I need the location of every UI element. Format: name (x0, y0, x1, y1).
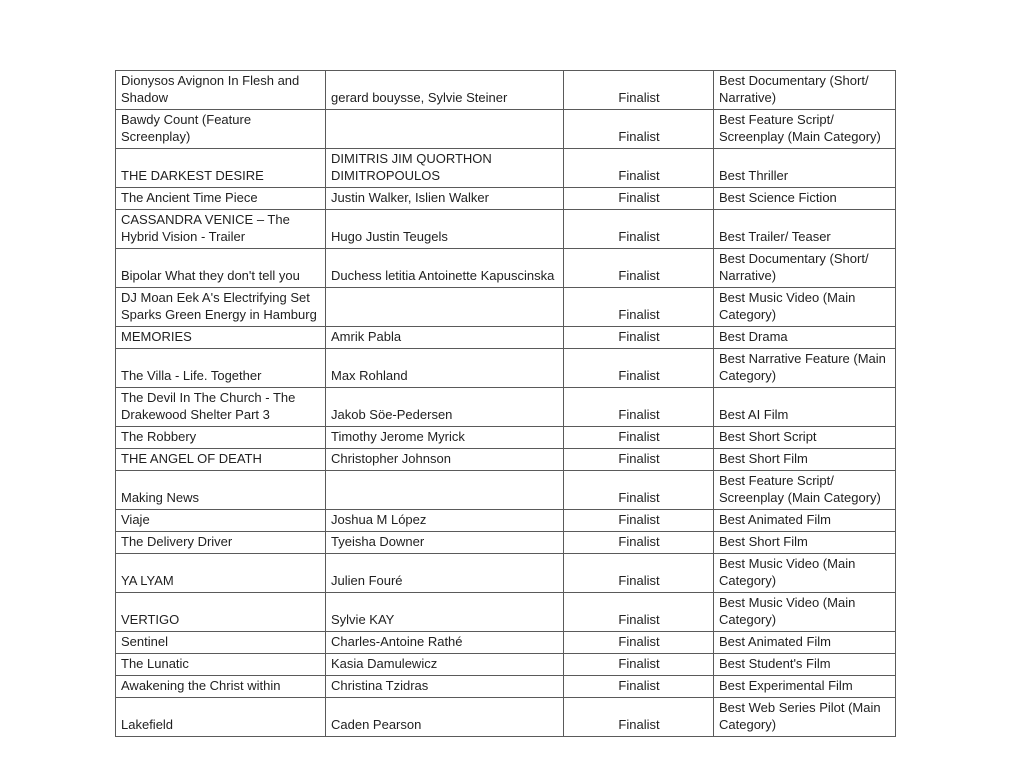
film-title-cell: THE ANGEL OF DEATH (116, 449, 326, 471)
status-cell: Finalist (564, 449, 714, 471)
film-title-cell: DJ Moan Eek A's Electrifying Set Sparks Green Energy in Hamburg (116, 288, 326, 327)
award-category-cell: Best Science Fiction (714, 188, 896, 210)
status-cell: Finalist (564, 532, 714, 554)
award-category-cell: Best Music Video (Main Category) (714, 554, 896, 593)
award-category-cell: Best AI Film (714, 388, 896, 427)
table-row (116, 188, 896, 210)
table-row (116, 698, 896, 737)
table-row (116, 327, 896, 349)
award-category-cell: Best Animated Film (714, 632, 896, 654)
table-row (116, 249, 896, 288)
status-cell: Finalist (564, 71, 714, 110)
creators-cell (326, 288, 564, 327)
table-row (116, 427, 896, 449)
creators-cell: Caden Pearson (326, 698, 564, 737)
table-row (116, 349, 896, 388)
table-row (116, 71, 896, 110)
table-row (116, 554, 896, 593)
status-cell: Finalist (564, 471, 714, 510)
table-row (116, 632, 896, 654)
status-cell: Finalist (564, 288, 714, 327)
table-row (116, 210, 896, 249)
creators-cell: Duchess letitia Antoinette Kapuscinska (326, 249, 564, 288)
status-cell: Finalist (564, 188, 714, 210)
status-cell: Finalist (564, 554, 714, 593)
status-cell: Finalist (564, 676, 714, 698)
creators-cell: Christopher Johnson (326, 449, 564, 471)
award-category-cell: Best Feature Script/ Screenplay (Main Category) (714, 110, 896, 149)
film-title-cell: Bipolar What they don't tell you (116, 249, 326, 288)
film-title-cell: The Devil In The Church - The Drakewood Shelter Part 3 (116, 388, 326, 427)
table-row (116, 449, 896, 471)
creators-cell: Max Rohland (326, 349, 564, 388)
status-cell: Finalist (564, 149, 714, 188)
status-cell: Finalist (564, 510, 714, 532)
creators-cell: Christina Tzidras (326, 676, 564, 698)
status-cell: Finalist (564, 632, 714, 654)
creators-cell: Julien Fouré (326, 554, 564, 593)
table-row (116, 593, 896, 632)
film-title-cell: Bawdy Count (Feature Screenplay) (116, 110, 326, 149)
creators-cell: gerard bouysse, Sylvie Steiner (326, 71, 564, 110)
film-title-cell: Lakefield (116, 698, 326, 737)
award-category-cell: Best Narrative Feature (Main Category) (714, 349, 896, 388)
award-category-cell: Best Web Series Pilot (Main Category) (714, 698, 896, 737)
creators-cell: Kasia Damulewicz (326, 654, 564, 676)
table-row (116, 510, 896, 532)
film-title-cell: The Delivery Driver (116, 532, 326, 554)
creators-cell: Sylvie KAY (326, 593, 564, 632)
creators-cell: Joshua M López (326, 510, 564, 532)
awards-table (115, 70, 896, 737)
film-title-cell: MEMORIES (116, 327, 326, 349)
creators-cell: Charles-Antoine Rathé (326, 632, 564, 654)
status-cell: Finalist (564, 593, 714, 632)
table-row (116, 676, 896, 698)
status-cell: Finalist (564, 654, 714, 676)
film-title-cell: Sentinel (116, 632, 326, 654)
award-category-cell: Best Student's Film (714, 654, 896, 676)
status-cell: Finalist (564, 249, 714, 288)
award-category-cell: Best Short Film (714, 532, 896, 554)
table-row (116, 388, 896, 427)
status-cell: Finalist (564, 349, 714, 388)
film-title-cell: The Lunatic (116, 654, 326, 676)
table-row (116, 471, 896, 510)
film-title-cell: Dionysos Avignon In Flesh and Shadow (116, 71, 326, 110)
award-category-cell: Best Documentary (Short/ Narrative) (714, 71, 896, 110)
creators-cell: Timothy Jerome Myrick (326, 427, 564, 449)
award-category-cell: Best Music Video (Main Category) (714, 593, 896, 632)
status-cell: Finalist (564, 388, 714, 427)
creators-cell: Tyeisha Downer (326, 532, 564, 554)
award-category-cell: Best Trailer/ Teaser (714, 210, 896, 249)
creators-cell (326, 471, 564, 510)
status-cell: Finalist (564, 427, 714, 449)
award-category-cell: Best Thriller (714, 149, 896, 188)
award-category-cell: Best Drama (714, 327, 896, 349)
status-cell: Finalist (564, 698, 714, 737)
film-title-cell: Viaje (116, 510, 326, 532)
creators-cell: Justin Walker, Islien Walker (326, 188, 564, 210)
film-title-cell: YA LYAM (116, 554, 326, 593)
table-row (116, 532, 896, 554)
status-cell: Finalist (564, 327, 714, 349)
film-title-cell: The Villa - Life. Together (116, 349, 326, 388)
award-category-cell: Best Feature Script/ Screenplay (Main Category) (714, 471, 896, 510)
film-title-cell: Awakening the Christ within (116, 676, 326, 698)
film-title-cell: The Robbery (116, 427, 326, 449)
creators-cell: Hugo Justin Teugels (326, 210, 564, 249)
film-title-cell: VERTIGO (116, 593, 326, 632)
award-category-cell: Best Animated Film (714, 510, 896, 532)
status-cell: Finalist (564, 210, 714, 249)
film-title-cell: THE DARKEST DESIRE (116, 149, 326, 188)
status-cell: Finalist (564, 110, 714, 149)
table-row (116, 149, 896, 188)
film-title-cell: CASSANDRA VENICE – The Hybrid Vision - Trailer (116, 210, 326, 249)
film-title-cell: Making News (116, 471, 326, 510)
film-title-cell: The Ancient Time Piece (116, 188, 326, 210)
creators-cell: DIMITRIS JIM QUORTHON DIMITROPOULOS (326, 149, 564, 188)
creators-cell (326, 110, 564, 149)
creators-cell: Amrik Pabla (326, 327, 564, 349)
table-row (116, 110, 896, 149)
award-category-cell: Best Documentary (Short/ Narrative) (714, 249, 896, 288)
table-row (116, 654, 896, 676)
awards-table-body (116, 71, 896, 737)
award-category-cell: Best Music Video (Main Category) (714, 288, 896, 327)
table-row (116, 288, 896, 327)
award-category-cell: Best Short Film (714, 449, 896, 471)
award-category-cell: Best Experimental Film (714, 676, 896, 698)
award-category-cell: Best Short Script (714, 427, 896, 449)
creators-cell: Jakob Söe-Pedersen (326, 388, 564, 427)
